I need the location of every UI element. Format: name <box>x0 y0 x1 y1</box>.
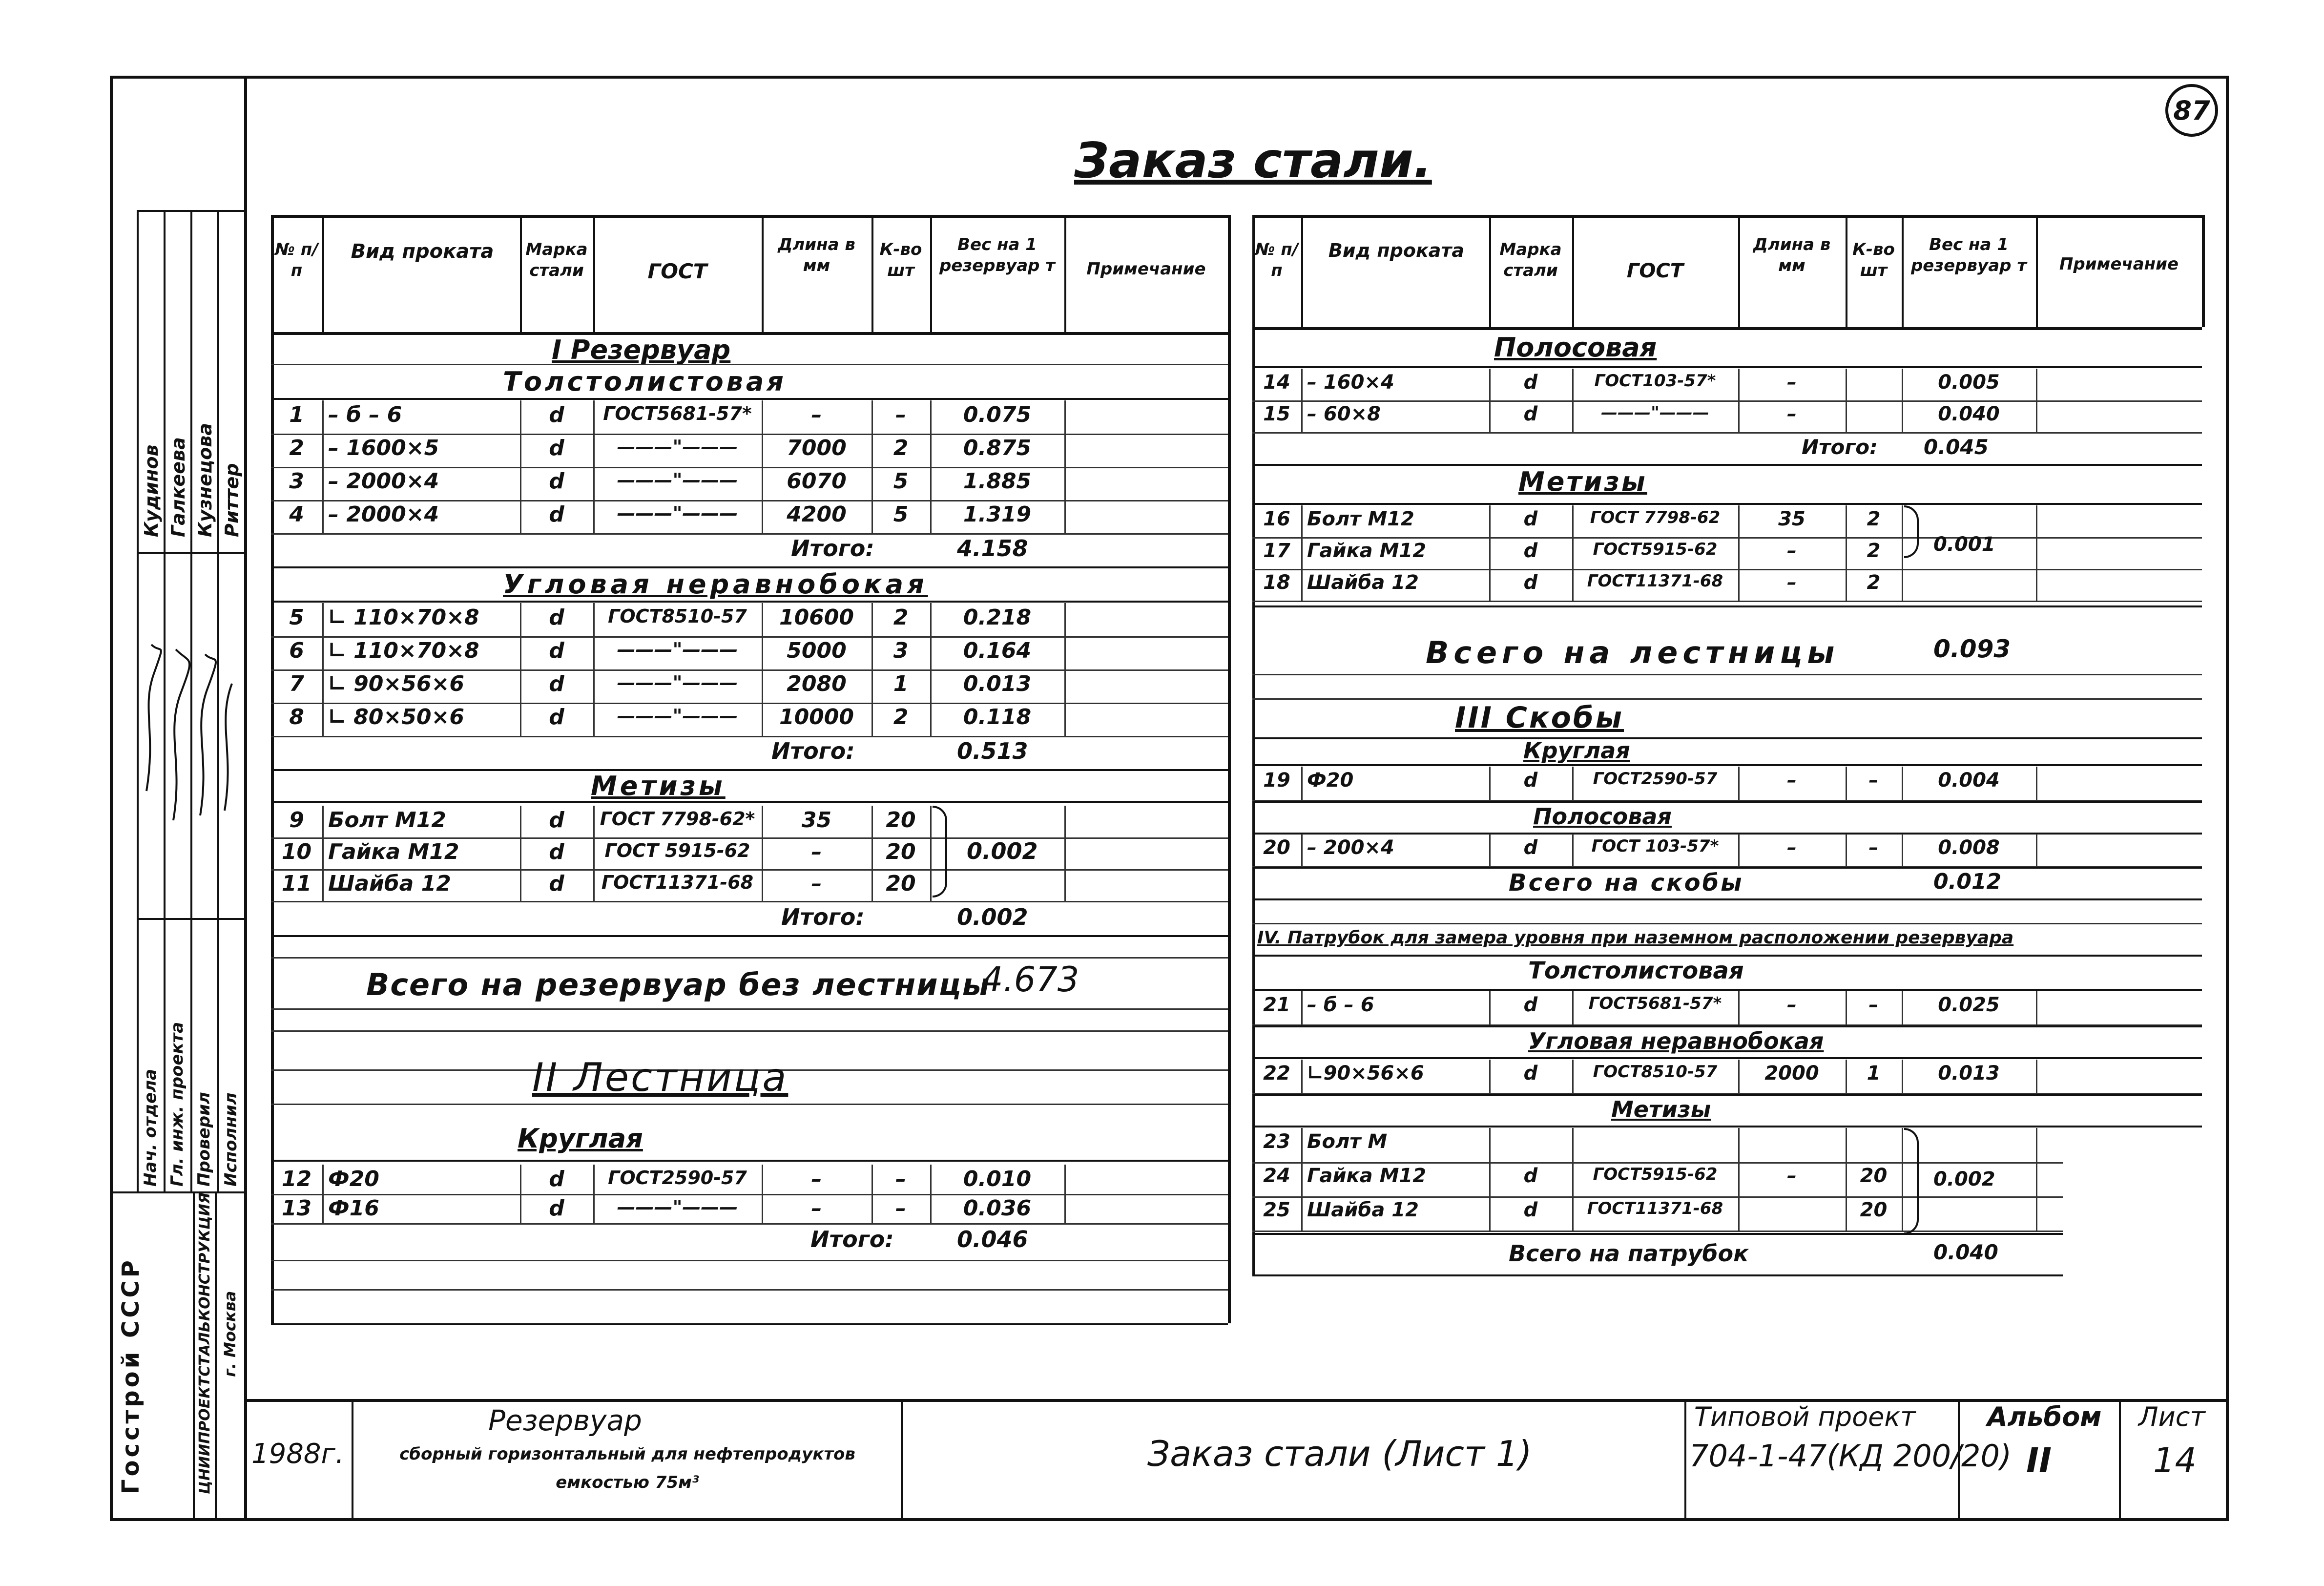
left-row-1-gost: ГОСТ5681-57* <box>603 403 752 424</box>
left-row-13-marka: d <box>549 1196 564 1221</box>
left-row-7-dlina: 2080 <box>787 671 847 696</box>
right-row-20-ves: 0.008 <box>1938 836 2000 859</box>
org-institute: ЦНИИПРОЕКТСТАЛЬКОНСТРУКЦИЯ <box>196 1192 213 1494</box>
right-row-25-marka: d <box>1523 1199 1538 1221</box>
name-3: Кузнецова <box>194 423 216 537</box>
right-row-20-vid: – 200×4 <box>1307 836 1394 859</box>
right-row-15-marka: d <box>1523 403 1538 425</box>
right-row-24-kol: 20 <box>1860 1165 1888 1187</box>
right-row-18-dlina: – <box>1787 571 1797 594</box>
stamp-name-sub: сборный горизонтальный для нефтепродуктов емкостью 75м³ <box>399 1444 855 1492</box>
left-row-10-gost: ГОСТ 5915-62 <box>604 840 750 861</box>
left-row-11-n: 11 <box>281 871 312 896</box>
left-row-1-n: 1 <box>289 402 304 427</box>
right-sec4-title: IV. Патрубок для замера уровня при наземном расположении резервуара <box>1257 928 2014 948</box>
right-row-16-gost: ГОСТ 7798-62 <box>1590 508 1721 527</box>
right-row-14-dlina: – <box>1787 371 1797 394</box>
left-row-4-gost: ———"——— <box>617 502 738 524</box>
stamp-album-label: Альбом <box>1987 1401 2102 1432</box>
left-row-9-marka: d <box>549 808 564 833</box>
r-hdr-kol: К-во шт <box>1852 240 1895 280</box>
left-row-6-marka: d <box>549 638 564 663</box>
left-row-10-dlina: – <box>811 839 822 864</box>
left-row-6-dlina: 5000 <box>787 638 847 663</box>
left-row-1-ves: 0.075 <box>963 402 1032 427</box>
right-row-20-gost: ГОСТ 103-57* <box>1591 836 1719 856</box>
left-row-5-gost: ГОСТ8510-57 <box>608 605 747 627</box>
right-row-15-vid: – 60×8 <box>1307 403 1381 425</box>
left-row-9-kol: 20 <box>886 808 916 833</box>
right-row-22-ves: 0.013 <box>1938 1062 2000 1085</box>
left-brace <box>933 806 947 897</box>
left-row-9-n: 9 <box>289 808 304 833</box>
sheet-number: 87 <box>2165 84 2218 137</box>
r-hdr-gost: ГОСТ <box>1626 260 1684 282</box>
left-row-12-ves: 0.010 <box>963 1167 1032 1191</box>
left-row-5-vid: ∟ 110×70×8 <box>328 605 479 630</box>
right-row-21-kol: – <box>1868 994 1879 1016</box>
left-row-6-ves: 0.164 <box>963 638 1032 663</box>
r-hdr-ves: Вес на 1 резервуар т <box>1910 235 2027 275</box>
left-row-4-vid: – 2000×4 <box>328 502 439 527</box>
left-row-10-kol: 20 <box>886 839 916 864</box>
left-row-7-vid: ∟ 90×56×6 <box>328 671 464 696</box>
left-row-8-ves: 0.118 <box>963 705 1032 730</box>
right-ves-c: 0.002 <box>1933 1168 1995 1190</box>
right-row-24-marka: d <box>1523 1165 1538 1187</box>
right-row-18-vid: Шайба 12 <box>1307 571 1419 594</box>
right-row-20-dlina: – <box>1787 836 1797 859</box>
left-row-11-kol: 20 <box>886 871 916 896</box>
right-row-15-n: 15 <box>1263 403 1290 425</box>
left-row-3-dlina: 6070 <box>787 469 847 494</box>
right-row-17-marka: d <box>1523 540 1538 562</box>
hdr-marka: Марка стали <box>525 240 588 280</box>
left-row-5-kol: 2 <box>893 605 909 630</box>
left-row-13-n: 13 <box>281 1196 312 1221</box>
left-row-7-kol: 1 <box>893 671 909 696</box>
right-row-22-vid: ∟90×56×6 <box>1307 1062 1424 1085</box>
left-row-1-marka: d <box>549 402 564 427</box>
right-row-22-marka: d <box>1523 1062 1538 1085</box>
right-sub-tolst: Толстолистовая <box>1528 957 1744 984</box>
left-row-6-n: 6 <box>289 638 304 663</box>
right-total-skob: 0.012 <box>1933 869 2002 894</box>
left-sub-met: Метизы <box>591 771 726 801</box>
right-row-19-gost: ГОСТ2590-57 <box>1593 769 1718 789</box>
left-row-7-ves: 0.013 <box>963 671 1032 696</box>
right-total-patr-label: Всего на патрубок <box>1509 1240 1749 1267</box>
drawing-sheet <box>110 76 2229 1521</box>
right-row-18-kol: 2 <box>1867 571 1881 594</box>
left-row-12-dlina: – <box>811 1167 822 1191</box>
right-row-16-dlina: 35 <box>1778 508 1805 530</box>
name-2: Галкеева <box>167 437 189 537</box>
left-row-8-dlina: 10000 <box>779 705 854 730</box>
right-row-16-marka: d <box>1523 508 1538 530</box>
right-row-19-marka: d <box>1523 769 1538 792</box>
right-sub-ugl: Угловая неравнобокая <box>1528 1028 1824 1054</box>
left-itogo-b-label: Итого: <box>771 738 855 764</box>
left-row-12-kol: – <box>895 1167 906 1191</box>
left-row-7-marka: d <box>549 671 564 696</box>
left-sub-ugl: Угловая неравнобокая <box>503 569 928 600</box>
right-row-23-n: 23 <box>1263 1130 1290 1153</box>
left-row-8-marka: d <box>549 705 564 730</box>
stamp-proj-code: 704-1-47(КД 200/20) <box>1689 1438 2012 1474</box>
left-row-4-kol: 5 <box>893 502 909 527</box>
left-row-2-kol: 2 <box>893 436 909 460</box>
left-row-5-marka: d <box>549 605 564 630</box>
right-row-21-marka: d <box>1523 994 1538 1016</box>
right-row-17-kol: 2 <box>1867 540 1881 562</box>
right-row-18-marka: d <box>1523 571 1538 594</box>
right-row-19-vid: Ф20 <box>1307 769 1354 792</box>
right-row-25-vid: Шайба 12 <box>1307 1199 1419 1221</box>
right-row-17-gost: ГОСТ5915-62 <box>1593 540 1718 559</box>
left-row-4-n: 4 <box>289 502 304 527</box>
left-row-4-ves: 1.319 <box>963 502 1032 527</box>
left-row-3-vid: – 2000×4 <box>328 469 439 494</box>
right-sec3-title: III Скобы <box>1455 701 1624 735</box>
role-1: Нач. отдела <box>141 1069 160 1187</box>
left-row-5-ves: 0.218 <box>963 605 1032 630</box>
stamp-list-label: Лист <box>2138 1401 2205 1432</box>
right-row-24-vid: Гайка М12 <box>1307 1165 1427 1187</box>
right-row-15-dlina: – <box>1787 403 1797 425</box>
left-row-13-gost: ———"——— <box>617 1196 738 1218</box>
right-row-21-dlina: – <box>1787 994 1797 1016</box>
left-itogo-d: 0.046 <box>957 1226 1028 1252</box>
left-row-3-kol: 5 <box>893 469 909 494</box>
r-hdr-dlina: Длина в мм <box>1753 235 1831 275</box>
right-sub-pol2: Полосовая <box>1533 803 1672 830</box>
left-row-7-n: 7 <box>289 671 304 696</box>
left-row-11-gost: ГОСТ11371-68 <box>601 872 754 893</box>
left-sub-krug: Круглая <box>518 1123 643 1154</box>
right-sub-met2: Метизы <box>1611 1096 1711 1123</box>
left-row-12-marka: d <box>549 1167 564 1191</box>
left-row-3-marka: d <box>549 469 564 494</box>
left-row-1-kol: – <box>895 402 906 427</box>
hdr-n: № п/п <box>275 240 318 280</box>
role-3: Проверил <box>194 1092 214 1187</box>
left-row-12-gost: ГОСТ2590-57 <box>608 1167 747 1189</box>
left-row-13-kol: – <box>895 1196 906 1221</box>
left-row-8-kol: 2 <box>893 705 909 730</box>
right-total-patr: 0.040 <box>1933 1240 1998 1264</box>
left-row-7-gost: ———"——— <box>617 672 738 693</box>
right-row-18-n: 18 <box>1263 571 1290 594</box>
right-row-21-gost: ГОСТ5681-57* <box>1588 994 1722 1013</box>
org-city: г. Москва <box>221 1291 239 1377</box>
left-sub-tolst: Толстолистовая <box>503 366 787 397</box>
left-row-2-n: 2 <box>289 436 304 460</box>
left-row-9-dlina: 35 <box>801 808 832 833</box>
left-row-2-vid: – 1600×5 <box>328 436 439 460</box>
hdr-dlina: Длина в мм <box>778 235 855 275</box>
left-row-13-ves: 0.036 <box>963 1196 1032 1221</box>
right-row-19-dlina: – <box>1787 769 1797 792</box>
right-sub-met: Метизы <box>1518 466 1647 497</box>
right-row-24-n: 24 <box>1263 1165 1290 1187</box>
stamp-proj-label: Типовой проект <box>1694 1401 1916 1432</box>
left-row-12-n: 12 <box>281 1167 312 1191</box>
right-row-15-ves: 0.040 <box>1938 403 2000 425</box>
stamp-album: II <box>2026 1440 2052 1481</box>
left-row-2-dlina: 7000 <box>787 436 847 460</box>
right-row-16-kol: 2 <box>1867 508 1881 530</box>
left-row-2-gost: ———"——— <box>617 436 738 458</box>
left-total-value: 4.673 <box>981 960 1079 1000</box>
right-row-17-n: 17 <box>1263 540 1290 562</box>
hdr-prim: Примечание <box>1086 259 1206 279</box>
left-itogo-c-label: Итого: <box>781 904 865 930</box>
right-row-14-n: 14 <box>1263 371 1290 394</box>
page-title: Заказ стали. <box>1074 132 1432 189</box>
role-4: Исполнил <box>221 1092 241 1187</box>
right-row-20-n: 20 <box>1263 836 1290 859</box>
left-itogo-b: 0.513 <box>957 738 1028 764</box>
right-row-23-vid: Болт М <box>1307 1130 1388 1153</box>
org-gosstroy: Госстрой СССР <box>117 1257 145 1494</box>
left-ves-c: 0.002 <box>967 838 1038 864</box>
left-row-3-ves: 1.885 <box>963 469 1032 494</box>
left-row-11-dlina: – <box>811 871 822 896</box>
right-sub-pol: Полосовая <box>1494 332 1657 363</box>
right-itogo-a: 0.045 <box>1924 435 1989 459</box>
right-row-24-gost: ГОСТ5915-62 <box>1593 1165 1718 1184</box>
right-ves-b: 0.001 <box>1933 533 1995 556</box>
right-row-22-dlina: 2000 <box>1764 1062 1819 1085</box>
left-row-4-dlina: 4200 <box>787 502 847 527</box>
right-row-17-dlina: – <box>1787 540 1797 562</box>
right-total-skob-label: Всего на скобы <box>1509 869 1744 897</box>
left-row-11-marka: d <box>549 871 564 896</box>
left-row-9-gost: ГОСТ 7798-62* <box>600 808 755 830</box>
right-row-22-kol: 1 <box>1867 1062 1881 1085</box>
left-row-9-vid: Болт М12 <box>328 808 446 833</box>
hdr-vid: Вид проката <box>351 240 494 263</box>
left-row-6-vid: ∟ 110×70×8 <box>328 638 479 663</box>
left-row-3-n: 3 <box>289 469 304 494</box>
left-row-6-gost: ———"——— <box>617 639 738 660</box>
role-2: Гл. инж. проекта <box>167 1022 187 1187</box>
left-row-6-kol: 3 <box>893 638 909 663</box>
right-row-15-gost: ———"——— <box>1601 403 1709 422</box>
left-row-8-gost: ———"——— <box>617 705 738 727</box>
right-total-lest-label: Всего на лестницы <box>1426 635 1840 670</box>
left-itogo-a: 4.158 <box>957 535 1028 562</box>
right-row-22-gost: ГОСТ8510-57 <box>1593 1062 1718 1082</box>
right-row-22-n: 22 <box>1263 1062 1290 1085</box>
left-row-3-gost: ———"——— <box>617 469 738 491</box>
right-brace-b <box>1904 505 1919 558</box>
right-row-21-vid: – б – 6 <box>1307 994 1374 1016</box>
r-hdr-n: № п/п <box>1255 240 1299 280</box>
right-row-16-n: 16 <box>1263 508 1290 530</box>
left-sec1-title: I Резервуар <box>552 334 731 365</box>
right-row-18-gost: ГОСТ11371-68 <box>1587 571 1723 591</box>
left-row-13-dlina: – <box>811 1196 822 1221</box>
name-4: Риттер <box>221 463 243 537</box>
right-row-20-kol: – <box>1868 836 1879 859</box>
right-row-14-gost: ГОСТ103-57* <box>1594 371 1716 391</box>
stamp-list: 14 <box>2153 1440 2197 1481</box>
left-sec2-title: II Лестница <box>532 1055 788 1100</box>
left-row-1-dlina: – <box>811 402 822 427</box>
right-row-14-marka: d <box>1523 371 1538 394</box>
right-row-19-n: 19 <box>1263 769 1290 792</box>
signatures <box>137 635 244 840</box>
right-row-25-gost: ГОСТ11371-68 <box>1587 1199 1723 1218</box>
hdr-gost: ГОСТ <box>647 259 707 283</box>
right-row-21-n: 21 <box>1263 994 1290 1016</box>
hdr-kol: К-во шт <box>879 240 922 280</box>
left-row-13-vid: Ф16 <box>328 1196 379 1221</box>
r-hdr-prim: Примечание <box>2059 254 2179 274</box>
right-total-lest: 0.093 <box>1933 635 2011 663</box>
left-row-5-n: 5 <box>289 605 304 630</box>
left-row-5-dlina: 10600 <box>779 605 854 630</box>
name-1: Кудинов <box>141 444 162 537</box>
right-row-21-ves: 0.025 <box>1938 994 2000 1016</box>
stamp-year: 1988г. <box>251 1438 344 1470</box>
left-row-2-ves: 0.875 <box>963 436 1032 460</box>
right-row-17-vid: Гайка М12 <box>1307 540 1427 562</box>
left-itogo-a-label: Итого: <box>791 535 874 562</box>
right-row-20-marka: d <box>1523 836 1538 859</box>
right-row-19-kol: – <box>1868 769 1879 792</box>
left-row-4-marka: d <box>549 502 564 527</box>
right-sub-krug: Круглая <box>1523 737 1630 764</box>
stamp-doc: Заказ стали (Лист 1) <box>1147 1433 1532 1474</box>
left-total-label: Всего на резервуар без лестницы <box>366 967 991 1002</box>
left-row-1-vid: – б – 6 <box>328 402 402 427</box>
stamp-name-title: Резервуар <box>488 1404 642 1437</box>
right-row-14-vid: – 160×4 <box>1307 371 1394 394</box>
left-row-8-n: 8 <box>289 705 304 730</box>
r-hdr-vid: Вид проката <box>1328 240 1465 261</box>
right-row-25-kol: 20 <box>1860 1199 1888 1221</box>
r-hdr-marka: Марка стали <box>1499 240 1562 280</box>
left-itogo-d-label: Итого: <box>810 1226 894 1252</box>
left-row-12-vid: Ф20 <box>328 1167 379 1191</box>
right-itogo-a-label: Итого: <box>1802 435 1878 459</box>
right-brace-c <box>1904 1128 1919 1234</box>
right-row-25-n: 25 <box>1263 1199 1290 1221</box>
left-row-10-n: 10 <box>281 839 312 864</box>
left-row-2-marka: d <box>549 436 564 460</box>
right-row-16-vid: Болт М12 <box>1307 508 1414 530</box>
left-row-10-vid: Гайка М12 <box>328 839 459 864</box>
right-row-14-ves: 0.005 <box>1938 371 2000 394</box>
right-row-24-dlina: – <box>1787 1165 1797 1187</box>
right-row-19-ves: 0.004 <box>1938 769 2000 792</box>
left-itogo-c: 0.002 <box>957 904 1028 930</box>
hdr-ves: Вес на 1 резервуар т <box>939 235 1056 275</box>
left-row-10-marka: d <box>549 839 564 864</box>
left-row-11-vid: Шайба 12 <box>328 871 451 896</box>
left-row-8-vid: ∟ 80×50×6 <box>328 705 464 730</box>
